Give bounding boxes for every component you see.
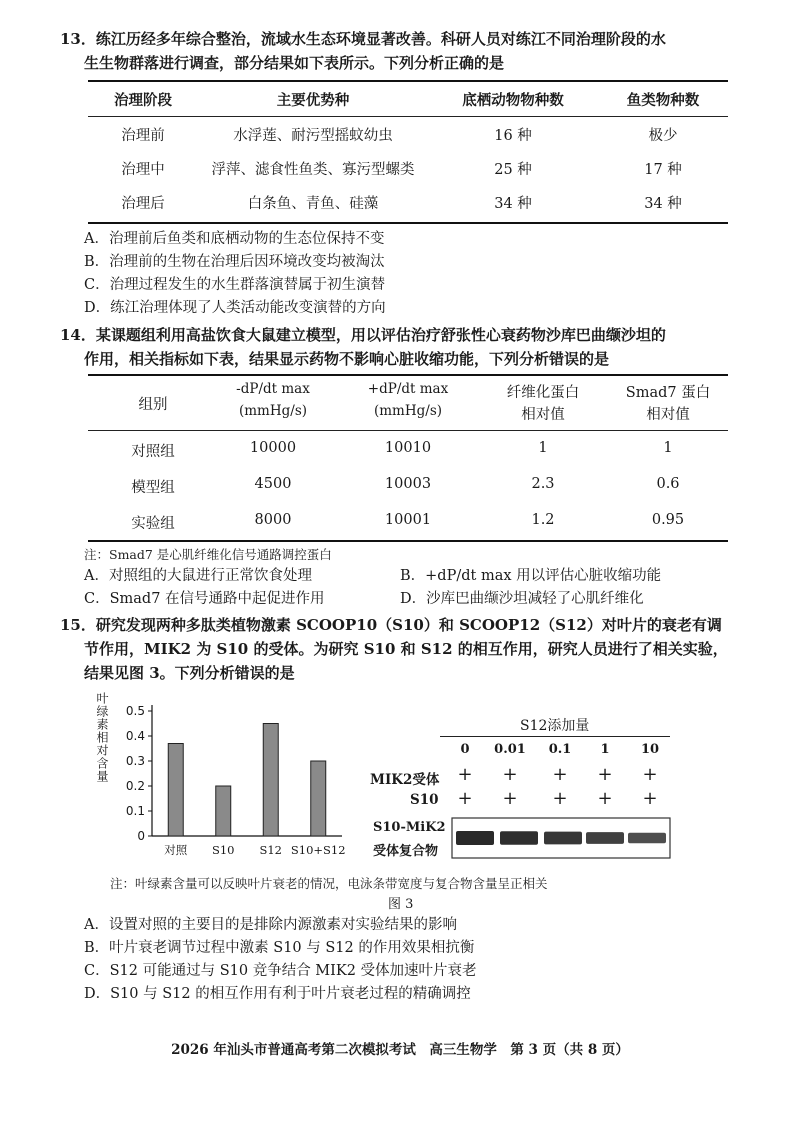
q14-cell: 1 (663, 440, 673, 456)
gel-band (456, 831, 494, 845)
q14-table-bottom-rule (88, 540, 728, 542)
chart-y-tick-label: 0 (137, 829, 145, 843)
figure-label: 图 3 (388, 897, 414, 912)
gel-band-label-1: S10-MiK2 (373, 820, 446, 835)
q14-cell: 8000 (254, 512, 292, 528)
q14-option-b: B．+dP/dt max 用以评估心脏收缩功能 (400, 568, 662, 584)
q14-cell: 4500 (254, 476, 292, 492)
q14-header-group: 组别 (138, 397, 168, 413)
q13-option-c: C．治理过程发生的水生群落演替属于初生演替 (84, 277, 386, 293)
q15-stem-line2: 节作用，MIK2 为 S10 的受体。为研究 S10 和 S12 的相互作用，研究人员进行了相关实验， (84, 640, 728, 658)
gel-plus-mark: + (502, 788, 518, 809)
q13-header-fish: 鱼类物种数 (626, 92, 700, 109)
q15-note: 注：叶绿素含量可以反映叶片衰老的情况，电泳条带宽度与复合物含量呈正相关 (110, 876, 548, 891)
q13-stem-line2: 生生物群落进行调查，部分结果如下表所示。下列分析正确的是 (84, 54, 505, 72)
gel-plus-mark: + (552, 764, 568, 785)
gel-column-label: 0.1 (548, 742, 572, 757)
q14-cell: 实验组 (131, 516, 175, 532)
gel-plus-mark: + (642, 764, 658, 785)
q14-header-neg-dpdt: -dP/dt max (236, 381, 310, 397)
q14-stem-line1: 14．某课题组利用高盐饮食大鼠建立模型，用以评估治疗舒张性心衰药物沙库巴曲缬沙坦的 (60, 326, 666, 344)
q14-table-top-rule (88, 374, 728, 376)
chart-bar (263, 724, 278, 837)
q13-cell: 治理前 (121, 128, 165, 144)
q13-table-top-rule (88, 80, 728, 82)
gel-plus-mark: + (597, 764, 613, 785)
q15-option-b: B．叶片衰老调节过程中激素 S10 与 S12 的作用效果相抗衡 (84, 940, 475, 956)
gel-row-mik2-label: MIK2受体 (370, 772, 440, 788)
chart-y-tick-label: 0.2 (125, 779, 145, 793)
q14-header-pos-dpdt-unit: (mmHg/s) (373, 403, 443, 419)
q14-cell: 10003 (384, 476, 432, 492)
gel-band (500, 831, 538, 845)
chart-bars (168, 724, 326, 837)
q14-cell: 10000 (249, 440, 297, 456)
q13-cell: 水浮莲、耐污型摇蚊幼虫 (233, 128, 393, 144)
chart-y-tick-label: 0.5 (125, 704, 145, 718)
gel-plus-mark: + (642, 788, 658, 809)
gel-bands (456, 831, 666, 845)
q14-cell: 2.3 (531, 476, 555, 492)
q13-option-a: A．治理前后鱼类和底栖动物的生态位保持不变 (84, 231, 385, 247)
chart-y-tick-label: 0.3 (125, 754, 145, 768)
q13-stem-line1: 13．练江历经多年综合整治，流域水生态环境显著改善。科研人员对练江不同治理阶段的水 (60, 30, 666, 48)
chart-bar (311, 761, 326, 836)
q14-cell: 对照组 (131, 444, 175, 460)
q14-cell: 1.2 (531, 512, 555, 528)
gel-column-label: 10 (640, 742, 660, 757)
q13-cell: 极少 (648, 128, 678, 144)
q14-cell: 0.95 (651, 512, 685, 528)
q14-header-fibrosis-sub: 相对值 (521, 407, 565, 423)
q14-header-smad7-sub: 相对值 (646, 407, 690, 423)
q13-option-b: B．治理前的生物在治理后因环境改变均被淘汰 (84, 254, 385, 270)
chart-bar (168, 744, 183, 837)
q13-header-species: 主要优势种 (276, 92, 350, 109)
chart-ylabel: 叶绿素相对含量 (95, 692, 109, 783)
q14-header-neg-dpdt-unit: (mmHg/s) (238, 403, 308, 419)
q14-header-pos-dpdt: +dP/dt max (367, 381, 449, 397)
gel-plus-mark: + (457, 788, 473, 809)
q15-option-a: A．设置对照的主要目的是排除内源激素对实验结果的影响 (84, 917, 457, 933)
q14-option-d: D．沙库巴曲缬沙坦减轻了心肌纤维化 (400, 591, 644, 607)
gel-plus-mark: + (502, 764, 518, 785)
gel-column-label: 0.01 (494, 742, 526, 757)
chart-bar (216, 786, 231, 836)
gel-plus-mark: + (552, 788, 568, 809)
q15-option-d: D．S10 与 S12 的相互作用有利于叶片衰老过程的精确调控 (84, 986, 471, 1002)
q14-cell: 模型组 (131, 480, 175, 496)
q14-table-mid-rule (88, 430, 728, 431)
q13-cell: 17 种 (644, 162, 682, 178)
q14-cell: 0.6 (656, 476, 680, 492)
q13-option-d: D．练江治理体现了人类活动能改变演替的方向 (84, 300, 386, 316)
chart-categories (164, 843, 345, 857)
chart-y-tick-label: 0.1 (125, 804, 145, 818)
q13-cell: 16 种 (494, 128, 532, 144)
q15-stem-line3: 结果见图 3。下列分析错误的是 (84, 664, 295, 682)
q14-cell: 10001 (384, 512, 432, 528)
chart-y-tick-label: 0.4 (125, 729, 145, 743)
gel-plus-mark: + (597, 788, 613, 809)
q14-note: 注：Smad7 是心肌纤维化信号通路调控蛋白 (84, 547, 332, 562)
q13-cell: 白条鱼、青鱼、硅藻 (247, 196, 379, 212)
gel-band (586, 832, 624, 844)
q13-table-bottom-rule (88, 222, 728, 224)
q13-cell: 浮萍、滤食性鱼类、寡污型螺类 (211, 162, 415, 178)
gel-image (452, 818, 670, 858)
q13-cell: 34 种 (494, 196, 532, 212)
gel-header-rule (440, 736, 670, 737)
chart-category-label: S10 (211, 843, 235, 857)
q14-option-c: C．Smad7 在信号通路中起促进作用 (84, 591, 325, 607)
q13-header-stage: 治理阶段 (114, 92, 172, 109)
chart-ticks (126, 704, 152, 843)
page-footer: 2026 年汕头市普通高考第二次模拟考试 高三生物学 第 3 页（共 8 页） (171, 1042, 629, 1058)
chlorophyll-bar-chart (95, 686, 360, 876)
chart-category-label: 对照 (164, 843, 188, 857)
gel-column-label: 0 (460, 742, 470, 757)
chart-category-label: S10+S12 (290, 843, 346, 857)
gel-row-s10-label: S10 (410, 792, 439, 808)
q14-cell: 10010 (384, 440, 432, 456)
q13-cell: 治理中 (121, 162, 165, 178)
q13-cell: 治理后 (121, 196, 165, 212)
gel-column-label: 1 (600, 742, 610, 757)
q14-option-a: A．对照组的大鼠进行正常饮食处理 (84, 568, 312, 584)
q14-header-smad7: Smad7 蛋白 (625, 385, 711, 401)
q14-cell: 1 (538, 440, 548, 456)
q15-stem-line1: 15．研究发现两种多肽类植物激素 SCOOP10（S10）和 SCOOP12（S12）对叶片的衰老有调 (60, 616, 722, 634)
q13-cell: 25 种 (494, 162, 532, 178)
chart-category-label: S12 (259, 843, 283, 857)
q13-table-mid-rule (88, 116, 728, 117)
q13-header-benthic: 底栖动物物种数 (462, 92, 564, 109)
gel-plus-mark: + (457, 764, 473, 785)
q14-header-fibrosis: 纤维化蛋白 (506, 385, 580, 401)
q13-cell: 34 种 (644, 196, 682, 212)
q14-stem-line2: 作用，相关指标如下表，结果显示药物不影响心脏收缩功能，下列分析错误的是 (84, 350, 610, 368)
gel-band (628, 833, 666, 843)
gel-band-label-2: 受体复合物 (373, 844, 439, 859)
q15-option-c: C．S12 可能通过与 S10 竞争结合 MIK2 受体加速叶片衰老 (84, 963, 477, 979)
gel-band (544, 832, 582, 845)
gel-title: S12添加量 (520, 718, 590, 734)
